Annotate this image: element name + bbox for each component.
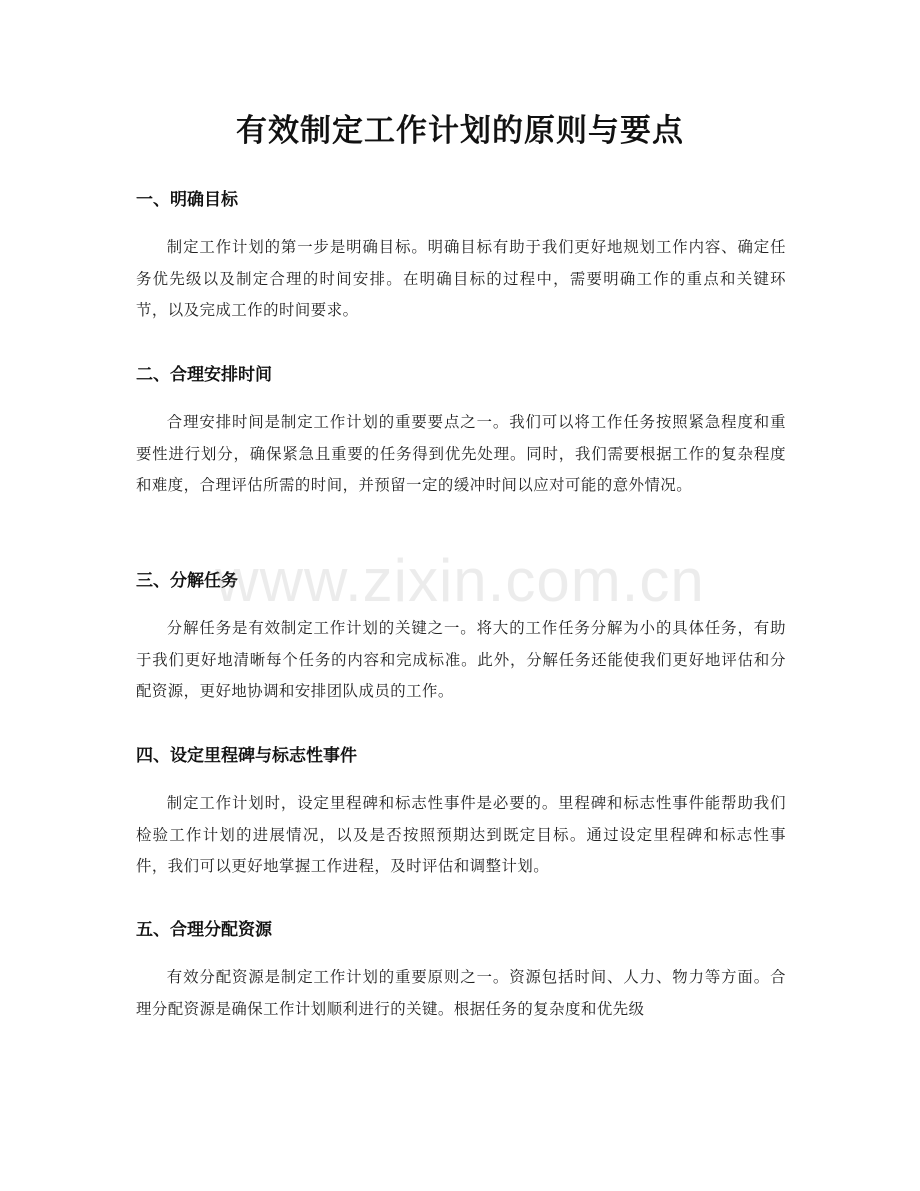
section-decompose-tasks bbox=[136, 567, 786, 708]
section-heading: 三、分解任务 bbox=[136, 571, 238, 591]
section-clarify-goals bbox=[136, 186, 786, 327]
section-heading: 五、合理分配资源 bbox=[136, 920, 272, 940]
section-arrange-time bbox=[136, 361, 786, 502]
section-heading: 四、设定里程碑与标志性事件 bbox=[136, 746, 357, 766]
section-paragraph: 合理安排时间是制定工作计划的重要要点之一。我们可以将工作任务按照紧急程度和重要性进行划分，确保紧急且重要的任务得到优先处理。同时，我们需要根据工作的复杂程度和难度，合理评估所需的时间，并预留一定的缓冲时间以应对可能的意外情况。 bbox=[136, 413, 786, 495]
section-allocate-resources bbox=[136, 916, 786, 1025]
section-heading: 一、明确目标 bbox=[136, 190, 238, 210]
watermark: www.zixin.com.cn bbox=[215, 547, 705, 614]
page-title: 有效制定工作计划的原则与要点 bbox=[236, 113, 684, 149]
section-paragraph: 分解任务是有效制定工作计划的关键之一。将大的工作任务分解为小的具体任务，有助于我们更好地清晰每个任务的内容和完成标准。此外，分解任务还能使我们更好地评估和分配资源，更好地协调和安排团队成员的工作。 bbox=[136, 619, 786, 701]
section-milestones bbox=[136, 742, 786, 883]
section-paragraph: 制定工作计划的第一步是明确目标。明确目标有助于我们更好地规划工作内容、确定任务优先级以及制定合理的时间安排。在明确目标的过程中，需要明确工作的重点和关键环节，以及完成工作的时间要求。 bbox=[136, 238, 786, 320]
section-paragraph: 有效分配资源是制定工作计划的重要原则之一。资源包括时间、人力、物力等方面。合理分配资源是确保工作计划顺利进行的关键。根据任务的复杂度和优先级 bbox=[136, 968, 786, 1018]
section-heading: 二、合理安排时间 bbox=[136, 365, 272, 385]
section-paragraph: 制定工作计划时，设定里程碑和标志性事件是必要的。里程碑和标志性事件能帮助我们检验工作计划的进展情况，以及是否按照预期达到既定目标。通过设定里程碑和标志性事件，我们可以更好地掌握工作进程，及时评估和调整计划。 bbox=[136, 794, 786, 876]
